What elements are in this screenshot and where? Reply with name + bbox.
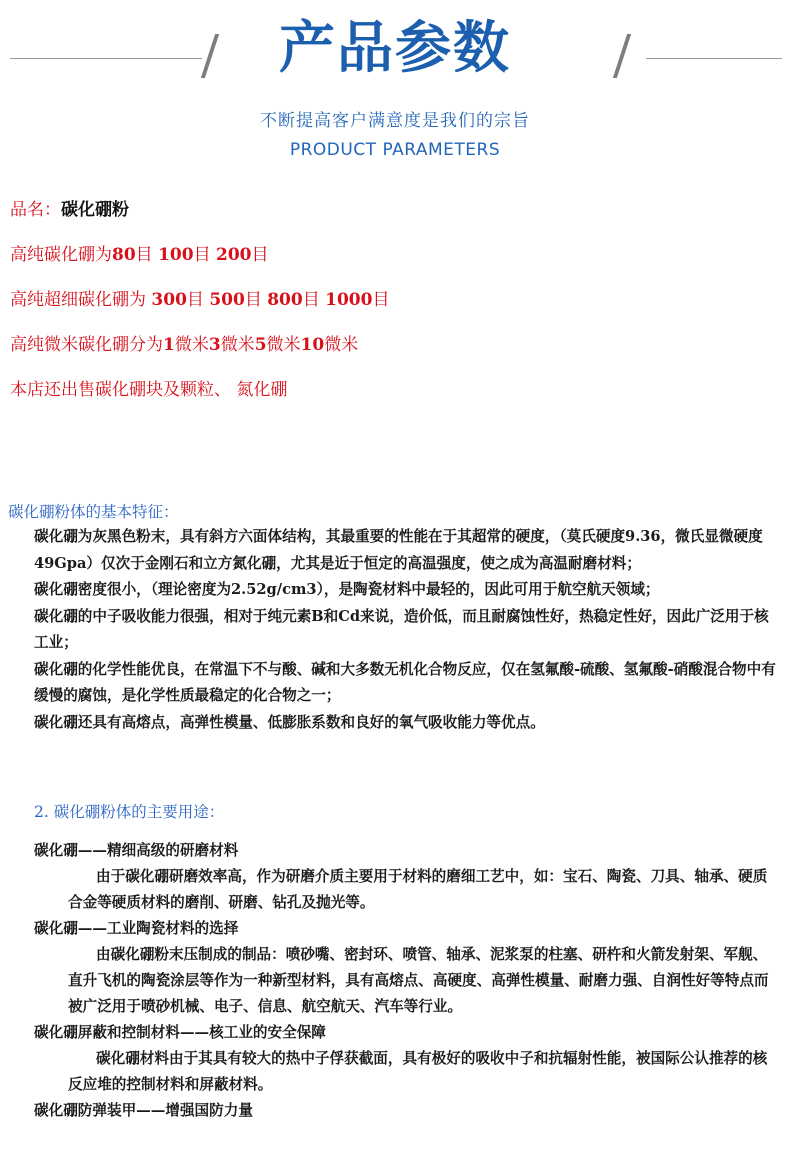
page-subtitle-en: PRODUCT PARAMETERS [289, 140, 501, 160]
header-divider-right [646, 58, 782, 59]
product-also-sell-line: 本店还出售碳化硼块及颗粒、 氮化硼 [10, 380, 288, 400]
page-title: 产品参数 [279, 16, 511, 81]
product-name-line [10, 196, 780, 241]
product-info [10, 196, 780, 421]
basic-features-heading: 碳化硼粉体的基本特征： [8, 503, 179, 521]
product-micron-line: 高纯微米碳化硼分为1微米3微米5微米10微米 [10, 335, 359, 355]
product-name-label: 品名： [10, 200, 61, 220]
feature-paragraph: 碳化硼的化学性能优良，在常温下不与酸、碱和大多数无机化合物反应，仅在氢氟酸-硫酸、氢氟酸-硝酸混合物中有缓慢的腐蚀，是化学性质最稳定的化合物之一； [34, 660, 776, 704]
basic-features-section [8, 500, 780, 736]
use-item-body: 由于碳化硼研磨效率高，作为研磨介质主要用于材料的磨细工艺中，如：宝石、陶瓷、刀具、轴承、硬质合金等硬质材料的磨削、研磨、钻孔及抛光等。 [68, 868, 768, 911]
use-item-title: 碳化硼防弹装甲——增强国防力量 [34, 1102, 253, 1119]
use-item-body: 由碳化硼粉末压制成的制品：喷砂嘴、密封环、喷管、轴承、泥浆泵的柱塞、研杵和火箭发射架、军舰、直升飞机的陶瓷涂层等作为一种新型材料，具有高熔点、高硬度、高弹性模量、耐磨力强、自润性好等特点而被广泛用于喷砂机械、电子、信息、航空航天、汽车等行业。 [68, 946, 769, 1015]
main-uses-section [8, 800, 780, 1124]
page-subtitle: 不断提高客户满意度是我们的宗旨 [260, 111, 530, 131]
main-uses-heading: 2. 碳化硼粉体的主要用途： [34, 803, 225, 821]
product-mesh-line: 高纯碳化硼为80目 100目 200目 [10, 245, 269, 265]
feature-paragraph: 碳化硼还具有高熔点，高弹性模量、低膨胀系数和良好的氧气吸收能力等优点。 [34, 713, 545, 731]
feature-paragraph: 碳化硼为灰黑色粉末，具有斜方六面体结构，其最重要的性能在于其超常的硬度，（莫氏硬度9.36，微氏显微硬度49Gpa）仅次于金刚石和立方氮化硼，尤其是近于恒定的高温强度，使之成为高温耐磨材料； [34, 528, 763, 572]
feature-paragraph: 碳化硼的中子吸收能力很强，相对于纯元素B和Cd来说，造价低，而且耐腐蚀性好，热稳定性好，因此广泛用于核工业； [34, 607, 769, 651]
use-item-title: 碳化硼屏蔽和控制材料——核工业的安全保障 [34, 1024, 326, 1041]
product-ultrafine-line: 高纯超细碳化硼为 300目 500目 800目 1000目 [10, 290, 390, 310]
page-header [0, 0, 790, 180]
product-name-value: 碳化硼粉 [61, 200, 129, 220]
use-item-body: 碳化硼材料由于其具有较大的热中子俘获截面，具有极好的吸收中子和抗辐射性能，被国际公认推荐的核反应堆的控制材料和屏蔽材料。 [68, 1050, 768, 1093]
use-item-title: 碳化硼——工业陶瓷材料的选择 [34, 920, 239, 937]
feature-paragraph: 碳化硼密度很小，（理论密度为2.52g/cm3），是陶瓷材料中最轻的，因此可用于航空航天领域； [34, 581, 660, 598]
use-item-title: 碳化硼——精细高级的研磨材料 [34, 842, 239, 859]
